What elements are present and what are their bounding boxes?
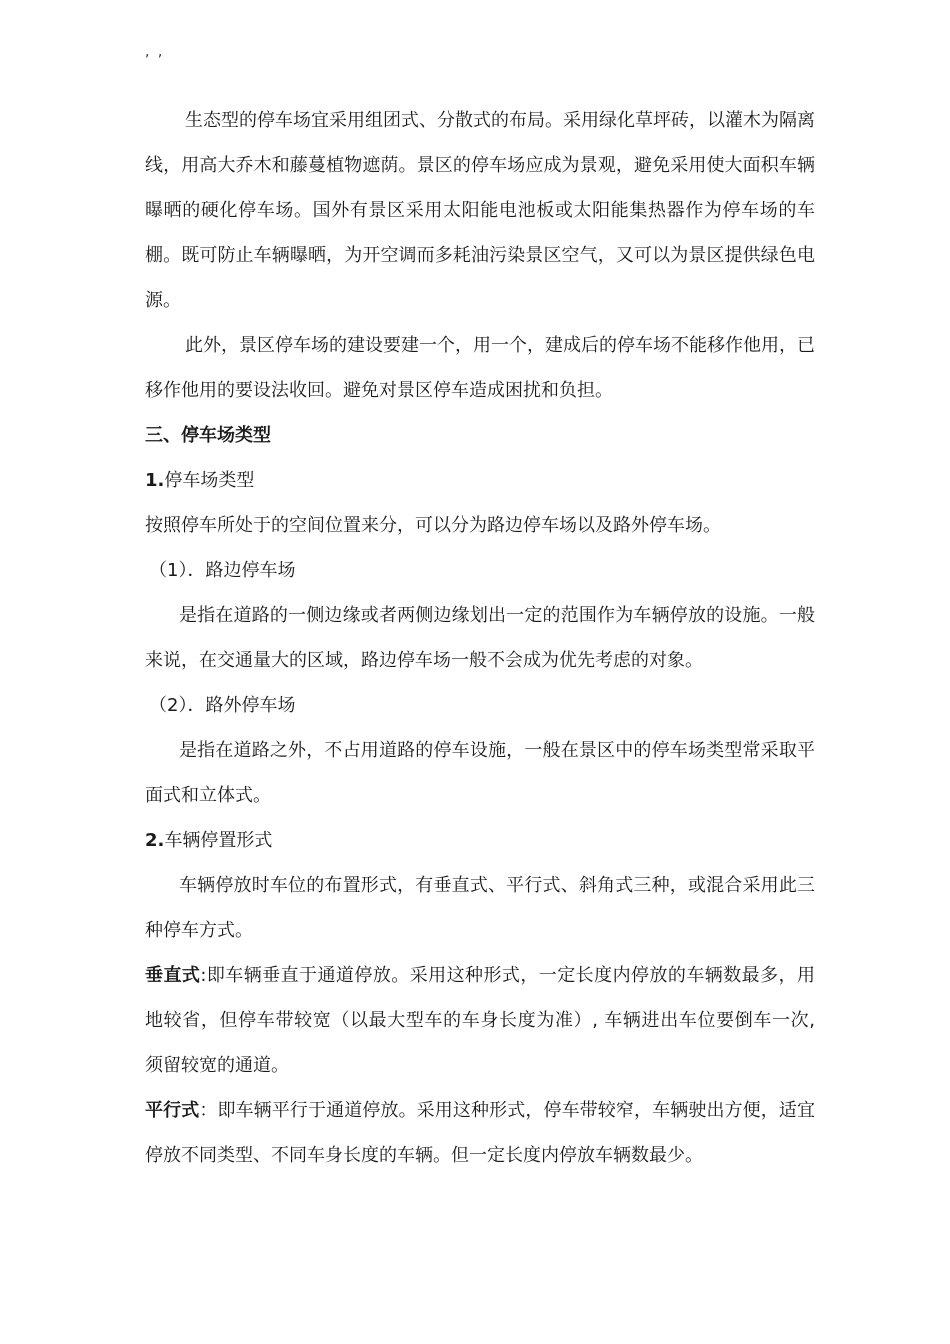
paragraph-arrangement-forms: 车辆停放时车位的布置形式，有垂直式、平行式、斜角式三种，或混合采用此三种停车方式。 bbox=[145, 875, 815, 941]
section-heading-parking-types: 三、停车场类型 bbox=[145, 425, 271, 446]
subheading-text: 车辆停置形式 bbox=[164, 830, 273, 851]
subheading-text: 停车场类型 bbox=[164, 470, 255, 491]
paragraph-classification: 按照停车所处于的空间位置来分，可以分为路边停车场以及路外停车场。 bbox=[145, 515, 721, 536]
subheading-vehicle-arrangement bbox=[145, 818, 815, 863]
list-item-offroad-parking: （2）．路外停车场 bbox=[149, 695, 296, 716]
paragraph-roadside-parking: 是指在道路的一侧边缘或者两侧边缘划出一定的范围作为车辆停放的设施。一般来说，在交通量大的区域，路边停车场一般不会成为优先考虑的对象。 bbox=[145, 605, 815, 671]
term-parallel-text: ：即车辆平行于通道停放。采用这种形式，停车带较窄，车辆驶出方便，适宜停放不同类型、不同车身长度的车辆。但一定长度内停放车辆数最少。 bbox=[145, 1100, 816, 1166]
term-perpendicular-text: :即车辆垂直于通道停放。采用这种形式，一定长度内停放的车辆数最多，用地较省，但停车带较宽（以最大型车的车身长度为准）, 车辆进出车位要倒车一次, 须留较宽的通道。 bbox=[145, 965, 815, 1076]
paragraph-ecological-parking: 生态型的停车场宜采用组团式、分散式的布局。采用绿化草坪砖，以灌木为隔离线，用高大乔木和藤蔓植物遮荫。景区的停车场应成为景观，避免采用使大面积车辆曝晒的硬化停车场。国外有景区采用太阳能电池板或太阳能集热器作为停车场的车棚。既可防止车辆曝晒，为开空调而多耗油污染景区空气，又可以为景区提供绿色电源。 bbox=[145, 110, 815, 311]
paragraph-offroad-parking: 是指在道路之外，不占用道路的停车设施，一般在景区中的停车场类型常采取平面式和立体式。 bbox=[145, 740, 815, 806]
subheading-parking-types bbox=[145, 458, 815, 503]
term-parallel: 平行式 bbox=[145, 1100, 200, 1121]
list-item-roadside-parking: （1）．路边停车场 bbox=[149, 560, 296, 581]
term-perpendicular: 垂直式 bbox=[145, 965, 201, 986]
subheading-number: 2. bbox=[145, 830, 165, 851]
paragraph-parking-construction: 此外，景区停车场的建设要建一个，用一个，建成后的停车场不能移作他用，已移作他用的要设法收回。避免对景区停车造成困扰和负担。 bbox=[145, 335, 815, 401]
paragraph-perpendicular bbox=[145, 953, 815, 1088]
header-mark: , , bbox=[145, 44, 165, 60]
paragraph-parallel bbox=[145, 1088, 815, 1178]
document-body bbox=[145, 98, 815, 1178]
subheading-number: 1. bbox=[145, 470, 165, 491]
